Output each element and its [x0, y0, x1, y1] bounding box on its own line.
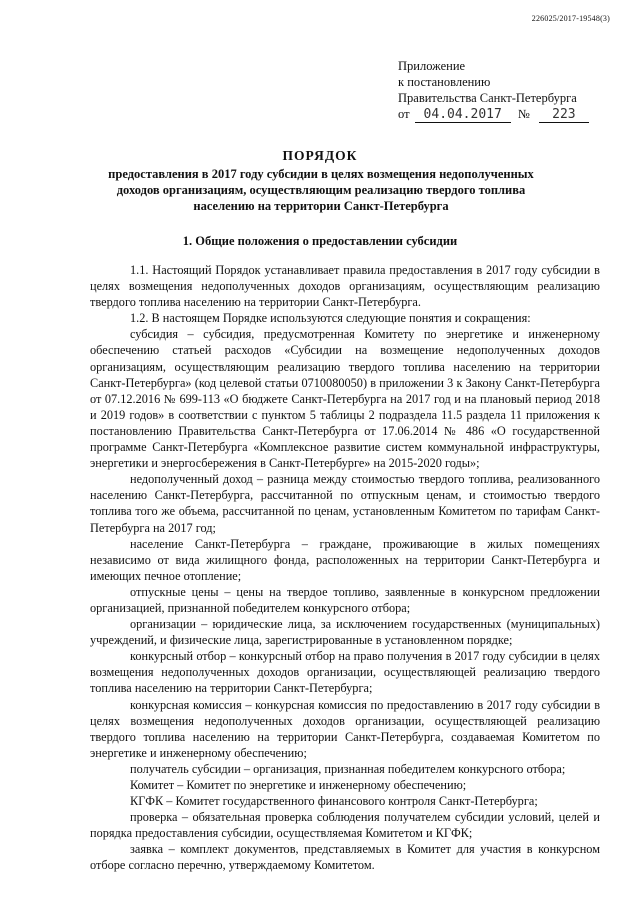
paragraph: проверка – обязательная проверка соблюдения получателем субсидии условий, целей и порядка предоставления субсидии, осуществляемая Комитетом и КГФК; — [90, 810, 600, 841]
approval-number: 223 — [539, 108, 589, 123]
paragraph: конкурсная комиссия – конкурсная комиссия по предоставлению в 2017 году субсидии в целях возмещения недополученных доходов организации, осуществляющей реализацию твердого топлива населению на территории Санкт-Петербурга, создаваемая Комитетом по энергетике и инженерному обеспечению; — [90, 697, 600, 760]
approval-date: 04.04.2017 — [415, 108, 511, 123]
section-heading: 1. Общие положения о предоставлении субсидии — [182, 234, 458, 248]
paragraph: заявка – комплект документов, представляемых в Комитет для участия в конкурсном отборе согласно перечню, утверждаемому Комитетом. — [90, 842, 600, 873]
document-number: 226025/2017-19548(3) — [531, 14, 610, 23]
paragraph: организации – юридические лица, за исключением государственных (муниципальных) учреждений, и физические лица, зарегистрированные в установленном порядке; — [90, 617, 600, 648]
document-subtitle: предоставления в 2017 году субсидии в целях возмещения недополученных доходов организациям, осуществляющим реализацию твердого топлива населению на территории Санкт-Петербурга — [108, 167, 534, 213]
document-title: ПОРЯДОК — [282, 148, 358, 163]
approval-from-label: от — [398, 107, 410, 121]
paragraph: отпускные цены – цены на твердое топливо, заявленные в конкурсном предложении организацией, признанной победителем конкурсного отбора; — [90, 584, 600, 615]
paragraph: конкурсный отбор – конкурсный отбор на право получения в 2017 году субсидии в целях возмещения недополученных доходов организации, осуществляющей реализацию твердого топлива населению на территории Санкт-Петербурга; — [90, 649, 600, 696]
appendix-label: Приложение — [398, 59, 466, 73]
appendix-resolution: к постановлению — [398, 75, 491, 89]
paragraph: население Санкт-Петербурга – граждане, проживающие в жилых помещениях независимо от вида жилищного фонда, расположенных на территории Санкт-Петербурга и имеющих печное отопление; — [90, 536, 600, 583]
paragraph: КГФК – Комитет государственного финансового контроля Санкт-Петербурга; — [130, 794, 538, 809]
approval-line — [398, 106, 618, 123]
document-body — [90, 262, 600, 874]
approval-number-label: № — [517, 107, 530, 121]
paragraph: 1.1. Настоящий Порядок устанавливает правила предоставления в 2017 году субсидии в целях возмещения недополученных доходов организациям, осуществляющим реализацию твердого топлива населению на территории Санкт-Петербурга. — [90, 263, 600, 310]
paragraph: получатель субсидии – организация, признанная победителем конкурсного отбора; — [130, 761, 566, 776]
paragraph: недополученный доход – разница между стоимостью твердого топлива, реализованного населению Санкт-Петербурга, рассчитанной по отпускным ценам, и стоимостью твердого топлива того же объема, рассчитанной по ценам, установленным Комитетом по тарифам Санкт-Петербурга на 2017 год; — [90, 472, 600, 535]
appendix-block — [398, 58, 618, 123]
paragraph: 1.2. В настоящем Порядке используются следующие понятия и сокращения: — [130, 311, 531, 326]
paragraph: Комитет – Комитет по энергетике и инженерному обеспечению; — [130, 778, 467, 792]
appendix-government: Правительства Санкт-Петербурга — [398, 91, 577, 105]
paragraph: субсидия – субсидия, предусмотренная Комитету по энергетике и инженерному обеспечению статьей расходов «Субсидии на возмещение недополученных доходов организациям, осуществляющим реализацию твердого топлива населению на территории Санкт-Петербурга» (код целевой статьи 0710080050) в приложении 3 к Закону Санкт-Петербурга от 07.12.2016 № 699-113 «О бюджете Санкт-Петербурга на 2017 год и на плановый период 2018 и 2019 годов» в соответствии с пунктом 5 таблицы 2 подраздела 11.5 раздела 11 приложения к постановлению Правительства Санкт-Петербурга от 17.06.2014 № 486 «О государственной программе Санкт-Петербурга «Комплексное развитие систем коммунальной инфраструктуры, энергетики и энергосбережения в Санкт-Петербурге» на 2015-2020 годы»; — [90, 327, 600, 471]
